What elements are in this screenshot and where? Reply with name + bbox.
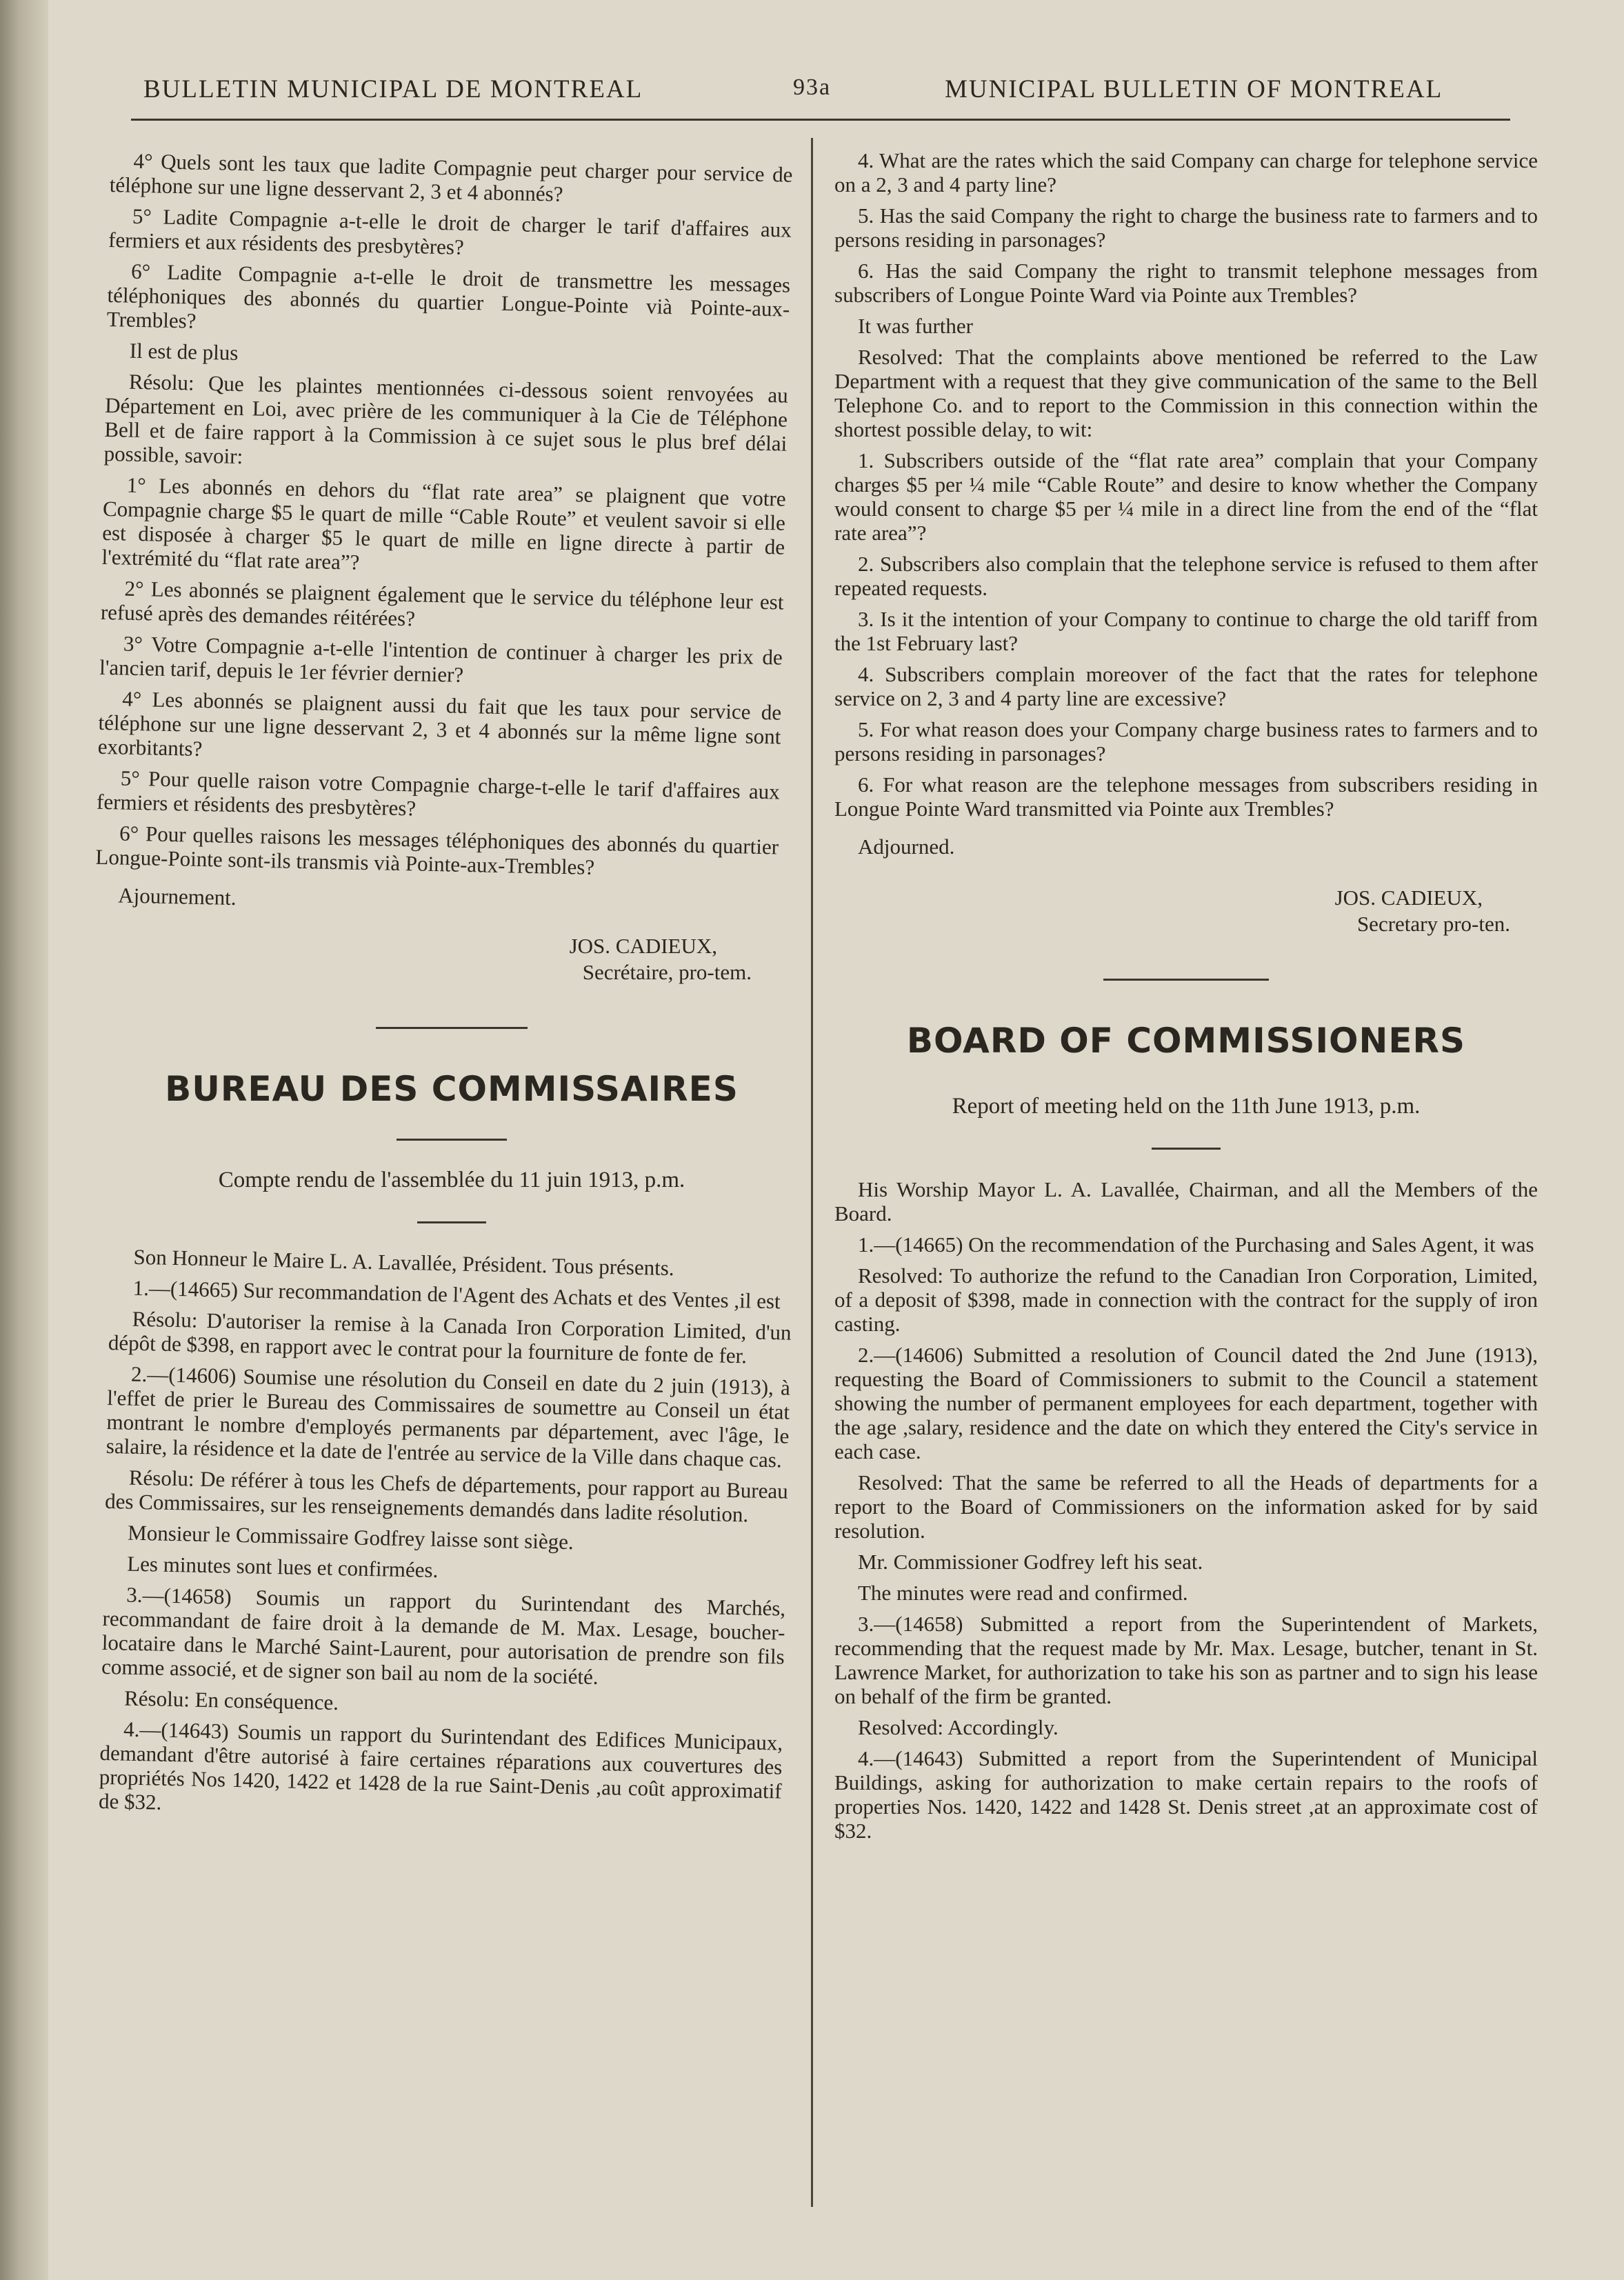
paragraph: Il est de plus — [129, 338, 239, 365]
paragraph: 2.—(14606) Submitted a resolution of Council dated the 2nd June (1913), requesting the Board of Commissioners to submit to the Council a statement showing the number of permanent employees for each department, together with the age ,salary, residence and the date on which they entered the City's service in each case. — [834, 1343, 1538, 1463]
english-column — [834, 148, 1538, 1850]
paragraph: 2° Les abonnés se plaignent également que le service du téléphone leur est refusé après des demandes réitérées? — [100, 576, 784, 631]
paragraph: 4° Quels sont les taux que ladite Compagnie peut charger pour service de téléphone sur une ligne desservant 2, 3 et 4 abonnés? — [109, 148, 793, 206]
paragraph: 6° Pour quelles raisons les messages téléphoniques des abonnés du quartier Longue-Pointe sont-ils transmis vià Pointe-aux-Trembles? — [95, 821, 779, 879]
paragraph: Résolu: De référer à tous les Chefs de départements, pour rapport au Bureau des Commissaires, sur les renseignements demandés dans ladite résolution. — [104, 1465, 789, 1527]
french-top-section — [94, 148, 793, 921]
paragraph: 4.—(14643) Submitted a report from the Superintendent of Municipal Buildings, asking for authorization to make certain repairs to the roofs of properties Nos. 1420, 1422 and 1428 St. Denis street ,at an approximate cost of $32. — [834, 1746, 1538, 1843]
paragraph: 5° Pour quelle raison votre Compagnie charge-t-elle le tarif d'affaires aux fermiers et résidents des presbytères? — [96, 766, 781, 821]
section-separator — [376, 1027, 528, 1029]
paragraph: His Worship Mayor L. A. Lavallée, Chairman, and all the Members of the Board. — [834, 1177, 1538, 1226]
signatory-name: JOS. CADIEUX, — [569, 934, 717, 958]
adjournment: Ajournement. — [117, 883, 237, 910]
english-meeting-subtitle: Report of meeting held on the 11th June 1913, p.m. — [952, 1094, 1421, 1119]
paragraph: 2. Subscribers also complain that the telephone service is refused to them after repeated requests. — [834, 552, 1538, 600]
subtitle-underline — [1152, 1148, 1221, 1150]
paragraph: 4. Subscribers complain moreover of the fact that the rates for telephone service on 2, 3 and 4 party line are excessive? — [834, 662, 1538, 710]
paragraph: Resolved: That the complaints above mentioned be referred to the Law Department with a request that they give communication of the same to the Bell Telephone Co. and to report to the Commission in this connection within the shortest possible delay, to wit: — [834, 345, 1538, 441]
paragraph: 5. Has the said Company the right to charge the business rate to farmers and to persons residing in parsonages? — [834, 203, 1538, 252]
paragraph: 2.—(14606) Soumise une résolution du Conseil en date du 2 juin (1913), à l'effet de prier le Bureau des Commissaires de soumettre au Conseil un état montrant le nombre d'employés permanents par département, avec l'âge, le salaire, la résidence et la date de l'entrée au service de la Ville dans chaque cas. — [106, 1361, 791, 1472]
paragraph: 1. Subscribers outside of the “flat rate area” complain that your Company charges $5 per ¼ mile “Cable Route” and desire to know whether the Company would consent to charge $5 per ¼ mile in a direct line from the end of the “flat rate area”? — [834, 448, 1538, 545]
book-spine-shadow — [0, 0, 48, 2280]
paragraph: 6. For what reason are the telephone messages from subscribers residing in Longue Pointe Ward transmitted via Pointe aux Trembles? — [834, 772, 1538, 821]
paragraph: It was further — [858, 314, 973, 338]
french-meeting-subtitle: Compte rendu de l'assemblée du 11 juin 1913, p.m. — [218, 1168, 685, 1192]
paragraph: 3. Is it the intention of your Company to continue to charge the old tariff from the 1st February last? — [834, 607, 1538, 655]
paragraph: Résolu: En conséquence. — [123, 1686, 339, 1715]
english-minutes — [834, 1177, 1538, 1843]
adjournment: Adjourned. — [858, 834, 955, 859]
signatory-title: Secretary pro-ten. — [1356, 912, 1510, 936]
french-section-title: BUREAU DES COMMISSAIRES — [165, 1069, 739, 1109]
paragraph: Mr. Commissioner Godfrey left his seat. — [858, 1550, 1203, 1574]
paragraph: Resolved: That the same be referred to all the Heads of departments for a report to the Board of Commissioners on the information asked for by said resolution. — [834, 1470, 1538, 1543]
title-underline — [397, 1139, 507, 1141]
paragraph: The minutes were read and confirmed. — [858, 1581, 1188, 1605]
signatory-title: Secrétaire, pro-tem. — [582, 960, 752, 984]
paragraph: Son Honneur le Maire L. A. Lavallée, Président. Tous présents. — [133, 1244, 674, 1281]
paragraph: 5° Ladite Compagnie a-t-elle le droit de charger le tarif d'affaires aux fermiers et aux résidents des presbytères? — [108, 203, 792, 259]
paragraph: 4.—(14643) Soumis un rapport du Surintendant des Edifices Municipaux, demandant d'être autorisé à faire certaines réparations aux couvertures des propriétés Nos 1420, 1422 et 1428 de la rue Saint-Denis ,au coût approximatif de $32. — [98, 1717, 783, 1814]
subtitle-underline — [417, 1221, 486, 1223]
column-divider — [811, 138, 813, 2207]
paragraph: 1.—(14665) Sur recommandation de l'Agent des Achats et des Ventes ,il est — [132, 1275, 781, 1314]
signatory-name: JOS. CADIEUX, — [1334, 886, 1483, 910]
header-right-title: MUNICIPAL BULLETIN OF MONTREAL — [945, 75, 1443, 103]
header-left-title: BULLETIN MUNICIPAL DE MONTREAL — [143, 75, 643, 103]
paragraph: Monsieur le Commissaire Godfrey laisse sont siège. — [127, 1520, 574, 1554]
english-top-section — [834, 148, 1538, 859]
page-number: 93a — [793, 74, 832, 100]
english-signature — [834, 885, 1510, 937]
paragraph: 5. For what reason does your Company charge business rates to farmers and to persons residing in parsonages? — [834, 717, 1538, 766]
paragraph: 4. What are the rates which the said Company can charge for telephone service on a 2, 3 and 4 party line? — [834, 148, 1538, 197]
paragraph: 3° Votre Compagnie a-t-elle l'intention de continuer à charger les prix de l'ancien tarif, depuis le 1er février dernier? — [99, 631, 783, 687]
paragraph: 3.—(14658) Soumis un rapport du Surintendant des Marchés, recommandant de faire droit à la demande de M. Max. Lesage, boucher-locataire dans le Marché Saint-Laurent, pour autorisation de prendre son fils comme associé, et de signer son bail au nom de la société. — [101, 1582, 786, 1689]
paragraph: 4° Les abonnés se plaignent aussi du fait que les taux pour service de téléphone sur une ligne desservant 2, 3 et 4 abonnés sur la même ligne sont exorbitants? — [97, 686, 782, 761]
paragraph: Resolved: Accordingly. — [858, 1715, 1059, 1739]
french-column — [95, 148, 793, 1820]
paragraph: Resolved: To authorize the refund to the Canadian Iron Corporation, Limited, of a deposit of $398, made in connection with the contract for the supply of iron casting. — [834, 1263, 1538, 1336]
french-signature — [110, 933, 752, 986]
paragraph: 1° Les abonnés en dehors du “flat rate area” se plaignent que votre Compagnie charge $5 le quart de mille “Cable Route” et veulent savoir si elle est disposée à charger $5 le quart de mille en ligne directe à partir de l'extrémité du “flat rate area”? — [101, 472, 786, 574]
paragraph: 6° Ladite Compagnie a-t-elle le droit de transmettre les messages téléphoniques des abonnés du quartier Longue-Pointe vià Pointe-aux-Trembles? — [106, 259, 791, 333]
paragraph: Résolu: Que les plaintes mentionnées ci-dessous soient renvoyées au Département en Loi, avec prière de les communiquer à la Cie de Téléphone Bell et de faire rapport à la Commission à ce sujet sous le plus bref délai possible, savoir: — [103, 369, 789, 469]
paragraph: Résolu: D'autoriser la remise à la Canada Iron Corporation Limited, d'un dépôt de $398, en rapport avec le contrat pour la fourniture de fonte de fer. — [108, 1306, 792, 1368]
paragraph: 6. Has the said Company the right to transmit telephone messages from subscribers of Longue Pointe Ward via Pointe aux Trembles? — [834, 259, 1538, 307]
french-minutes — [99, 1244, 793, 1828]
header-rule — [131, 119, 1510, 121]
paragraph: Les minutes sont lues et confirmées. — [126, 1551, 439, 1583]
english-section-title: BOARD OF COMMISSIONERS — [906, 1021, 1466, 1061]
running-header — [131, 74, 1503, 116]
section-separator — [1103, 979, 1269, 981]
paragraph: 3.—(14658) Submitted a report from the Superintendent of Markets, recommending that the request made by Mr. Max. Lesage, butcher, tenant in St. Lawrence Market, for authorization to take his son as partner and to sign his lease on behalf of the firm be granted. — [834, 1612, 1538, 1708]
paragraph: 1.—(14665) On the recommendation of the Purchasing and Sales Agent, it was — [858, 1232, 1534, 1257]
